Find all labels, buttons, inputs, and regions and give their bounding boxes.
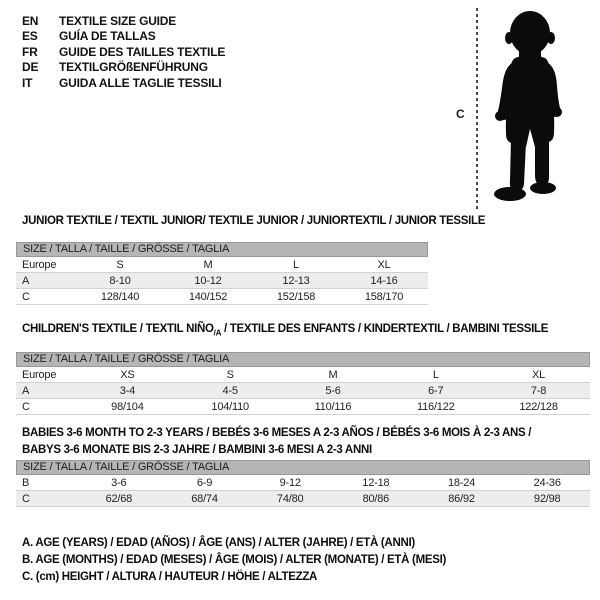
table-cell: 3-4 xyxy=(119,384,136,397)
table-cell: 14-16 xyxy=(370,274,398,287)
legend-line-age-months: B. AGE (MONTHS) / EDAD (MESES) / ÂGE (MOIS) / ALTER (MONATE) / ETÀ (MESI) xyxy=(22,554,447,566)
table-row-height xyxy=(16,491,590,507)
table-cell: 18-24 xyxy=(447,476,476,489)
table-cell: 6-9 xyxy=(196,476,213,489)
table-cell: 116/122 xyxy=(417,400,455,413)
table-cell: XL xyxy=(377,258,391,271)
section-title-babies-line1: BABIES 3-6 MONTH TO 2-3 YEARS / BEBÉS 3-6 MESES A 2-3 AÑOS / BÉBÉS 3-6 MOIS À 2-3 ANS / xyxy=(22,427,532,439)
table-cell: XL xyxy=(532,368,546,381)
title-text: CHILDREN'S TEXTILE / TEXTIL NIÑO xyxy=(22,323,214,335)
section-title-junior: JUNIOR TEXTILE / TEXTIL JUNIOR/ TEXTILE JUNIOR / JUNIORTEXTIL / JUNIOR TESSILE xyxy=(22,215,486,227)
table-cell: 8-10 xyxy=(109,274,131,287)
table-cell: 86/92 xyxy=(448,492,475,505)
size-table-babies xyxy=(16,460,590,507)
table-cell: 5-6 xyxy=(325,384,341,397)
language-row-it xyxy=(22,75,225,91)
table-cell: 24-36 xyxy=(533,476,561,489)
size-table-junior xyxy=(16,242,428,305)
table-cell: M xyxy=(328,368,338,381)
row-label: C xyxy=(22,400,30,413)
table-cell: 140/152 xyxy=(188,290,228,303)
language-label: TEXTILE SIZE GUIDE xyxy=(59,13,177,28)
table-row-europe xyxy=(16,257,428,273)
table-cell: 92/98 xyxy=(533,492,561,505)
row-label: B xyxy=(22,476,30,489)
language-label: GUÍA DE TALLAS xyxy=(59,29,156,44)
table-cell: 3-6 xyxy=(111,476,127,489)
title-text: / TEXTILE DES ENFANTS / KINDERTEXTIL / BAMBINI TESSILE xyxy=(221,323,549,335)
table-cell: M xyxy=(203,258,213,271)
height-measure-dashed-line xyxy=(476,8,478,210)
section-title-babies-line2: BABYS 3-6 MONATE BIS 2-3 JAHRE / BAMBINI 3-6 MESI A 2-3 ANNI xyxy=(22,444,372,456)
table-cell: 9-12 xyxy=(279,476,301,489)
table-cell: 62/68 xyxy=(105,492,133,505)
table-cell: 158/170 xyxy=(364,290,404,303)
table-cell: 152/158 xyxy=(276,290,316,303)
table-cell: 68/74 xyxy=(191,492,218,505)
table-row-europe xyxy=(16,367,590,383)
baby-silhouette-icon xyxy=(481,8,581,208)
language-code: DE xyxy=(22,60,39,75)
row-label: C xyxy=(22,290,30,303)
language-list xyxy=(22,13,225,91)
title-subscript: /A xyxy=(213,328,222,338)
legend-line-age-years: A. AGE (YEARS) / EDAD (AÑOS) / ÂGE (ANS) / ALTER (JAHRE) / ETÀ (ANNI) xyxy=(22,537,415,549)
table-cell: 128/140 xyxy=(100,290,140,303)
table-cell: L xyxy=(293,258,299,271)
table-row-age xyxy=(16,383,590,399)
table-cell: 6-7 xyxy=(428,384,444,397)
language-row-en xyxy=(22,13,225,29)
table-cell: XS xyxy=(120,368,135,381)
table-row-height xyxy=(16,289,428,305)
table-cell: 12-18 xyxy=(362,476,390,489)
language-row-de xyxy=(22,60,225,76)
legend-line-height: C. (cm) HEIGHT / ALTURA / HAUTEUR / HÖHE / ALTEZZA xyxy=(22,571,318,583)
table-cell: 110/116 xyxy=(314,400,352,413)
size-table-children xyxy=(16,352,590,415)
language-code: IT xyxy=(22,75,33,90)
section-title-children xyxy=(22,323,548,337)
table-cell: 7-8 xyxy=(530,384,547,397)
language-row-es xyxy=(22,29,225,45)
language-row-fr xyxy=(22,44,225,60)
table-cell: 10-12 xyxy=(194,274,222,287)
height-measure-label: C xyxy=(456,107,465,121)
language-label: TEXTILGRÖßENFÜHRUNG xyxy=(59,60,208,75)
table-cell: 74/80 xyxy=(276,492,304,505)
table-cell: 4-5 xyxy=(222,384,238,397)
row-label: A xyxy=(22,384,30,397)
language-label: GUIDE DES TAILLES TEXTILE xyxy=(59,44,226,59)
table-header-bar: SIZE / TALLA / TAILLE / GRÖSSE / TAGLIA xyxy=(16,242,428,257)
row-label: C xyxy=(22,492,30,505)
table-header-bar: SIZE / TALLA / TAILLE / GRÖSSE / TAGLIA xyxy=(16,352,590,367)
language-code: FR xyxy=(22,44,38,59)
table-cell: 80/86 xyxy=(362,492,390,505)
table-row-age-months xyxy=(16,475,590,491)
row-label: A xyxy=(22,274,30,287)
table-row-height xyxy=(16,399,590,415)
table-cell: 104/110 xyxy=(211,400,249,413)
row-label: Europe xyxy=(22,258,57,271)
table-row-age xyxy=(16,273,428,289)
table-cell: 98/104 xyxy=(111,400,144,413)
table-cell: S xyxy=(116,258,124,271)
row-label: Europe xyxy=(22,368,57,381)
table-cell: L xyxy=(432,368,439,381)
language-label: GUIDA ALLE TAGLIE TESSILI xyxy=(59,75,222,90)
table-cell: 122/128 xyxy=(519,400,558,413)
table-header-bar: SIZE / TALLA / TAILLE / GRÖSSE / TAGLIA xyxy=(16,460,590,475)
language-code: ES xyxy=(22,29,38,44)
language-code: EN xyxy=(22,13,39,28)
table-cell: 12-13 xyxy=(282,274,310,287)
table-cell: S xyxy=(226,368,234,381)
